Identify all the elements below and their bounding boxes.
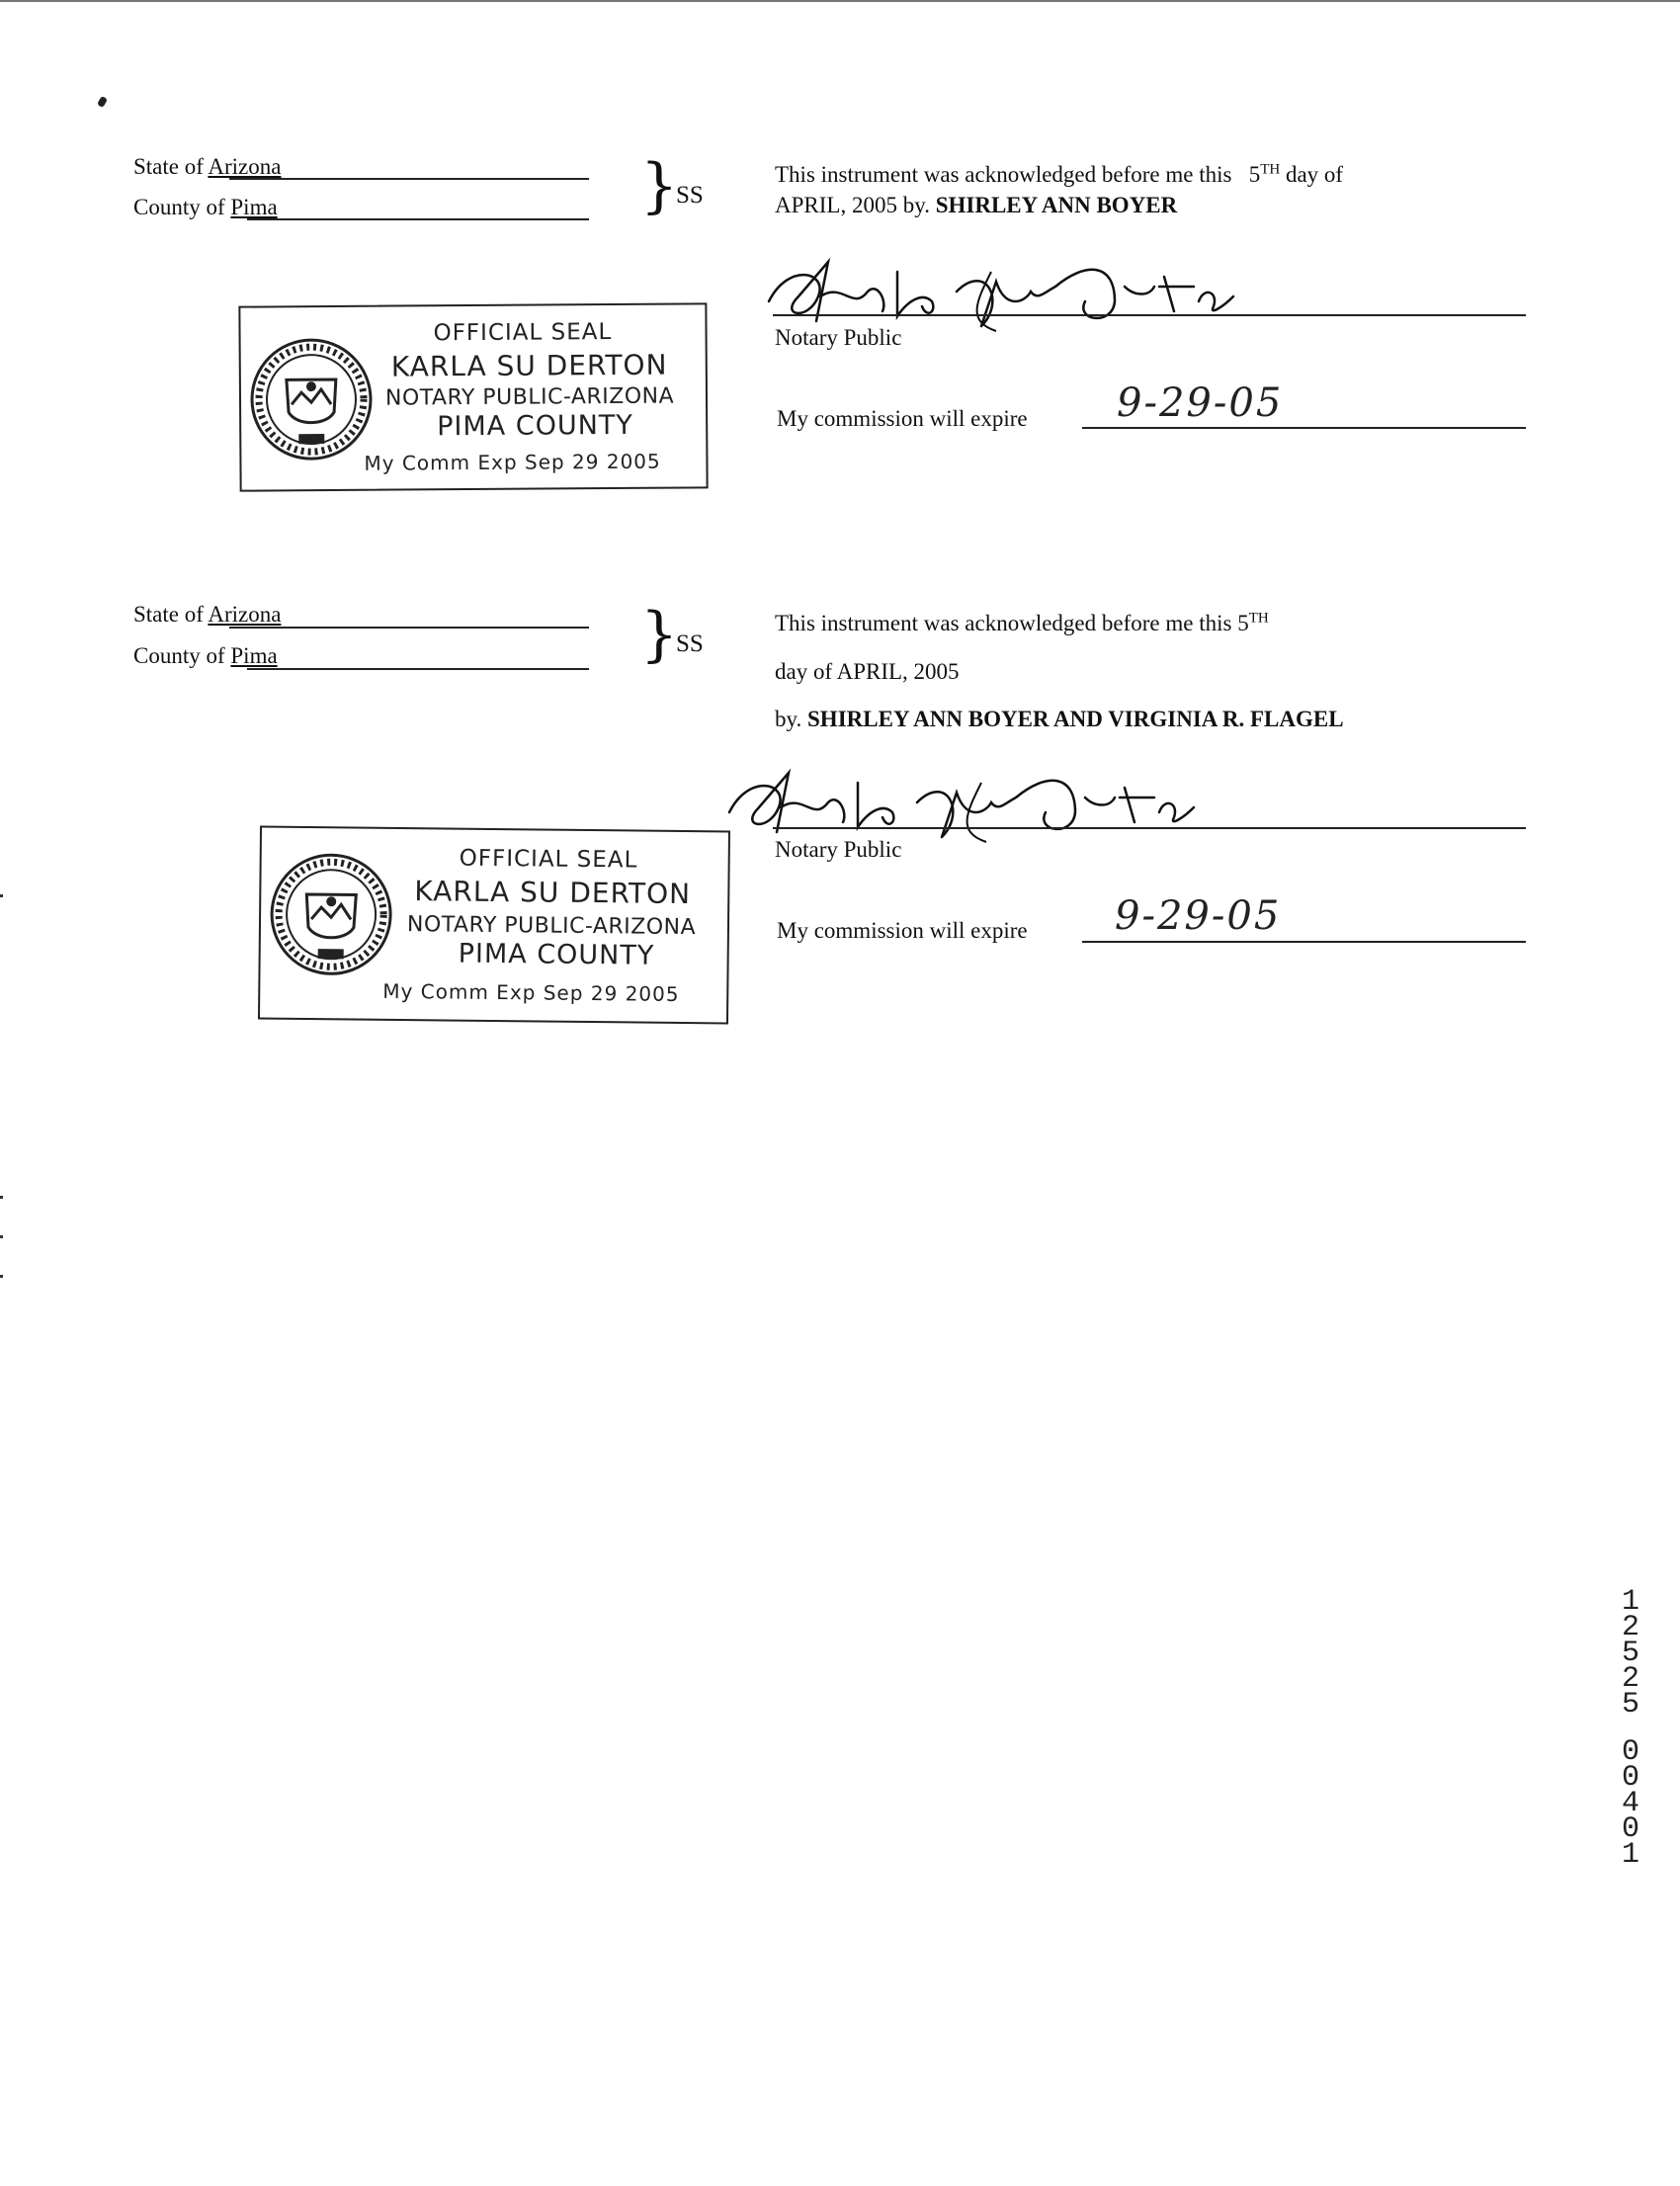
scan-artifact-top <box>0 0 1680 2</box>
state-line <box>229 627 589 629</box>
official-seal-stamp <box>258 826 730 1025</box>
signature-line <box>773 314 1526 316</box>
county-label: County of Pima <box>133 643 278 668</box>
state-value: Arizona <box>208 154 282 179</box>
brace-icon: } <box>640 600 679 669</box>
document-number-digit: 2 <box>1621 1662 1639 1696</box>
county-line <box>247 218 589 220</box>
official-seal-stamp <box>238 302 708 491</box>
document-number-digit: 0 <box>1621 1735 1639 1769</box>
commission-label: My commission will expire <box>777 406 1028 431</box>
ack-day: 5 <box>1237 611 1249 635</box>
seal-role: NOTARY PUBLIC-ARIZONA <box>384 383 675 411</box>
ack-day: 5 <box>1248 162 1261 187</box>
scan-speck <box>0 894 3 897</box>
seal-notary-name: KARLA SU DERTON <box>414 875 692 911</box>
seal-county: PIMA COUNTY <box>458 938 655 971</box>
seal-title: OFFICIAL SEAL <box>459 845 638 874</box>
county-value: Pima <box>230 643 278 668</box>
commission-date: 9-29-05 <box>1115 893 1282 939</box>
seal-expiration: My Comm Exp Sep 29 2005 <box>364 449 661 475</box>
arizona-state-seal-icon <box>247 335 377 464</box>
seal-notary-name: KARLA SU DERTON <box>390 348 668 383</box>
acknowledgment-line-2: APRIL, 2005 by. SHIRLEY ANN BOYER <box>775 193 1178 217</box>
seal-county: PIMA COUNTY <box>437 409 633 443</box>
notary-public-label: Notary Public <box>775 325 902 350</box>
county-label: County of Pima <box>133 195 278 219</box>
county-line <box>247 668 589 670</box>
signature-line <box>773 827 1526 829</box>
seal-role: NOTARY PUBLIC-ARIZONA <box>406 912 697 941</box>
acknowledgment-line-2: day of APRIL, 2005 <box>775 659 960 684</box>
document-number-digit: 5 <box>1621 1637 1639 1670</box>
seal-title: OFFICIAL SEAL <box>433 319 613 347</box>
arizona-state-seal-icon <box>266 850 395 979</box>
scan-speck <box>0 1275 3 1278</box>
commission-line <box>1082 941 1526 943</box>
document-number-digit: 0 <box>1621 1761 1639 1795</box>
commission-label: My commission will expire <box>777 918 1028 943</box>
state-label: State of Arizona <box>133 602 282 627</box>
document-number-digit: 4 <box>1621 1787 1639 1820</box>
scan-speck <box>97 96 108 108</box>
state-label: State of Arizona <box>133 154 282 179</box>
document-number-digit: 5 <box>1621 1688 1639 1722</box>
signer-names: SHIRLEY ANN BOYER AND VIRGINIA R. FLAGEL <box>807 707 1344 731</box>
notary-public-label: Notary Public <box>775 837 902 862</box>
county-value: Pima <box>230 195 278 219</box>
document-number-digit: 1 <box>1621 1585 1639 1619</box>
state-value: Arizona <box>208 602 282 627</box>
signer-names: SHIRLEY ANN BOYER <box>935 193 1178 217</box>
seal-expiration: My Comm Exp Sep 29 2005 <box>382 978 680 1006</box>
commission-date: 9-29-05 <box>1117 380 1284 426</box>
document-number-digit: 0 <box>1621 1812 1639 1846</box>
acknowledgment-line-1: This instrument was acknowledged before me this 5TH day of <box>775 161 1344 187</box>
state-line <box>229 178 589 180</box>
document-number <box>1615 1585 1646 1872</box>
document-number-digit: 1 <box>1621 1838 1639 1872</box>
commission-line <box>1082 427 1526 429</box>
document-number-digit: 2 <box>1621 1611 1639 1644</box>
ss-label: SS <box>676 631 704 657</box>
acknowledgment-line-3: by. SHIRLEY ANN BOYER AND VIRGINIA R. FLAGEL <box>775 707 1344 731</box>
scan-speck <box>0 1235 3 1238</box>
ss-label: SS <box>676 182 704 209</box>
acknowledgment-line-1: This instrument was acknowledged before me this 5TH <box>775 610 1269 635</box>
brace-icon: } <box>640 151 679 220</box>
scan-speck <box>0 1196 3 1199</box>
